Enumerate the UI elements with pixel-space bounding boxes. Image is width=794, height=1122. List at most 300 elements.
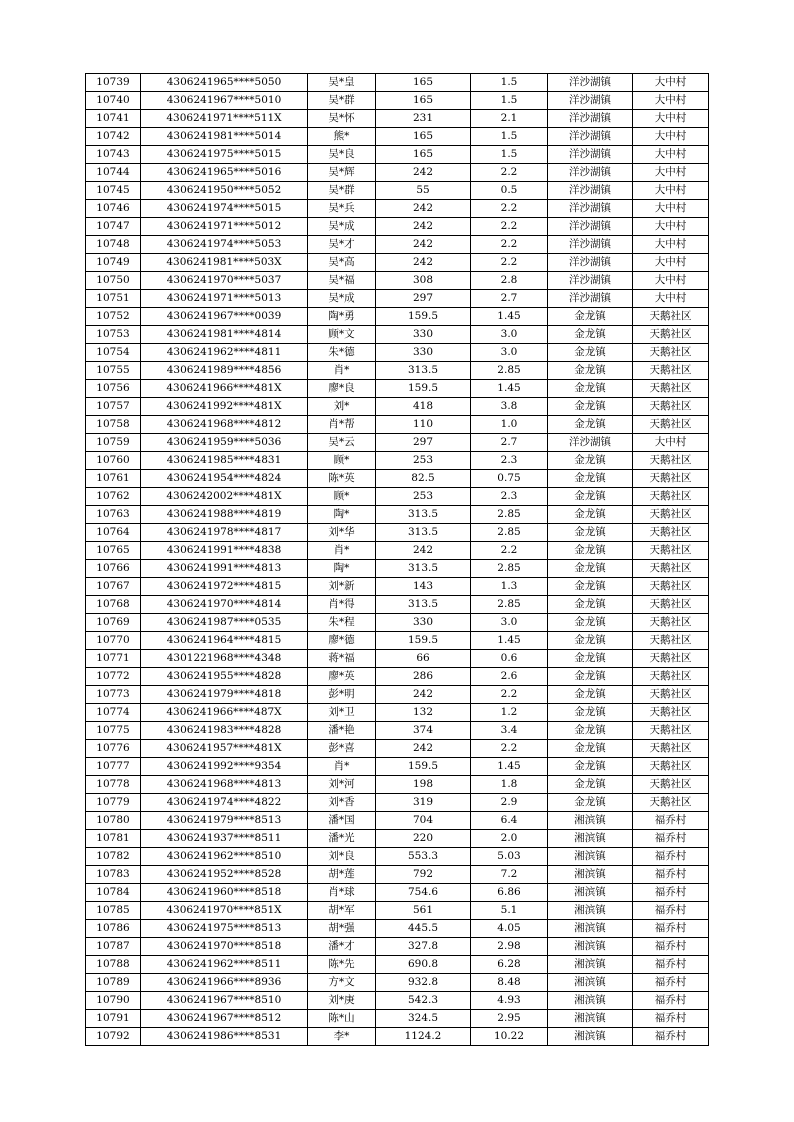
table-cell-amount: 319 [376,794,471,812]
table-cell-name: 吴*成 [308,218,376,236]
table-cell-amount: 542.3 [376,992,471,1010]
table-cell-area: 2.85 [471,560,548,578]
table-cell-village: 福乔村 [633,974,709,992]
table-cell-area: 3.0 [471,326,548,344]
table-row [86,596,709,614]
table-cell-amount: 754.6 [376,884,471,902]
table-cell-amount: 159.5 [376,380,471,398]
table-cell-area: 2.0 [471,830,548,848]
table-cell-area: 2.85 [471,596,548,614]
table-cell-id_number: 4306241972****4815 [141,578,308,596]
table-cell-id_number: 4306241981****5014 [141,128,308,146]
table-cell-area: 2.2 [471,686,548,704]
table-cell-amount: 313.5 [376,506,471,524]
table-row [86,362,709,380]
table-cell-amount: 165 [376,128,471,146]
table-row [86,74,709,92]
table-row [86,704,709,722]
table-cell-town: 金龙镇 [548,542,633,560]
table-row [86,254,709,272]
table-cell-town: 洋沙湖镇 [548,74,633,92]
table-cell-village: 天鹅社区 [633,704,709,722]
table-cell-amount: 165 [376,74,471,92]
table-row [86,488,709,506]
table-cell-serial: 10773 [86,686,141,704]
table-cell-amount: 286 [376,668,471,686]
table-cell-area: 0.75 [471,470,548,488]
table-cell-name: 陈*英 [308,470,376,488]
table-cell-id_number: 4306241965****5050 [141,74,308,92]
table-cell-town: 湘滨镇 [548,812,633,830]
table-cell-area: 4.93 [471,992,548,1010]
table-cell-name: 彭*喜 [308,740,376,758]
table-cell-id_number: 4306241988****4819 [141,506,308,524]
table-cell-area: 2.9 [471,794,548,812]
table-cell-town: 洋沙湖镇 [548,254,633,272]
table-row [86,434,709,452]
table-cell-name: 顾* [308,488,376,506]
table-cell-town: 金龙镇 [548,632,633,650]
table-cell-id_number: 4306241974****4822 [141,794,308,812]
table-cell-village: 大中村 [633,146,709,164]
table-cell-serial: 10767 [86,578,141,596]
table-cell-village: 天鹅社区 [633,488,709,506]
table-cell-town: 湘滨镇 [548,920,633,938]
table-cell-town: 金龙镇 [548,362,633,380]
table-cell-id_number: 4306241975****8513 [141,920,308,938]
table-cell-serial: 10764 [86,524,141,542]
table-row [86,920,709,938]
table-cell-id_number: 4306241966****481X [141,380,308,398]
data-table [85,73,709,1046]
table-cell-serial: 10760 [86,452,141,470]
table-cell-serial: 10769 [86,614,141,632]
table-cell-serial: 10759 [86,434,141,452]
table-row [86,416,709,434]
table-cell-id_number: 4306241968****4812 [141,416,308,434]
table-cell-serial: 10771 [86,650,141,668]
table-cell-village: 天鹅社区 [633,740,709,758]
table-cell-village: 福乔村 [633,938,709,956]
table-cell-amount: 932.8 [376,974,471,992]
table-cell-area: 3.0 [471,614,548,632]
table-cell-id_number: 4306241950****5052 [141,182,308,200]
table-cell-village: 大中村 [633,110,709,128]
table-cell-name: 陶*勇 [308,308,376,326]
table-cell-town: 湘滨镇 [548,1028,633,1046]
table-cell-id_number: 4306241968****4813 [141,776,308,794]
table-cell-area: 2.95 [471,1010,548,1028]
table-cell-area: 6.4 [471,812,548,830]
table-cell-town: 金龙镇 [548,452,633,470]
table-cell-village: 天鹅社区 [633,452,709,470]
table-cell-id_number: 4306241959****5036 [141,434,308,452]
table-cell-serial: 10775 [86,722,141,740]
table-row [86,794,709,812]
table-cell-area: 2.7 [471,434,548,452]
table-row [86,398,709,416]
table-cell-amount: 313.5 [376,362,471,380]
table-row [86,200,709,218]
table-cell-amount: 242 [376,686,471,704]
table-cell-name: 吴*群 [308,182,376,200]
table-row [86,182,709,200]
table-cell-town: 洋沙湖镇 [548,434,633,452]
table-cell-id_number: 4306241981****4814 [141,326,308,344]
table-cell-serial: 10776 [86,740,141,758]
table-cell-town: 湘滨镇 [548,1010,633,1028]
table-cell-name: 肖* [308,362,376,380]
table-cell-area: 3.0 [471,344,548,362]
table-cell-serial: 10753 [86,326,141,344]
table-cell-amount: 324.5 [376,1010,471,1028]
table-cell-area: 6.28 [471,956,548,974]
table-cell-name: 吴*良 [308,146,376,164]
table-cell-serial: 10747 [86,218,141,236]
table-row [86,146,709,164]
table-cell-area: 2.85 [471,362,548,380]
table-cell-town: 洋沙湖镇 [548,110,633,128]
table-cell-serial: 10745 [86,182,141,200]
table-cell-name: 陈*先 [308,956,376,974]
table-cell-area: 0.5 [471,182,548,200]
table-cell-amount: 313.5 [376,524,471,542]
table-cell-amount: 198 [376,776,471,794]
table-cell-id_number: 4306241967****5010 [141,92,308,110]
table-cell-village: 天鹅社区 [633,380,709,398]
table-cell-town: 湘滨镇 [548,902,633,920]
table-row [86,956,709,974]
table-cell-town: 湘滨镇 [548,884,633,902]
table-cell-name: 吴*怀 [308,110,376,128]
table-cell-village: 大中村 [633,218,709,236]
table-cell-area: 2.3 [471,452,548,470]
table-cell-serial: 10766 [86,560,141,578]
table-cell-amount: 330 [376,344,471,362]
table-row [86,110,709,128]
table-row [86,578,709,596]
table-cell-amount: 242 [376,236,471,254]
table-row [86,218,709,236]
table-cell-amount: 330 [376,614,471,632]
table-cell-id_number: 4306241991****4838 [141,542,308,560]
table-cell-town: 湘滨镇 [548,866,633,884]
table-cell-serial: 10754 [86,344,141,362]
table-cell-id_number: 4306241971****5012 [141,218,308,236]
table-row [86,524,709,542]
table-row [86,1028,709,1046]
table-cell-area: 5.1 [471,902,548,920]
table-cell-id_number: 4306241981****503X [141,254,308,272]
table-cell-village: 福乔村 [633,830,709,848]
table-cell-town: 洋沙湖镇 [548,236,633,254]
table-cell-id_number: 4306241992****9354 [141,758,308,776]
table-row [86,272,709,290]
table-cell-amount: 242 [376,164,471,182]
table-cell-id_number: 4306241989****4856 [141,362,308,380]
table-cell-village: 大中村 [633,290,709,308]
table-cell-area: 2.2 [471,542,548,560]
table-cell-village: 大中村 [633,200,709,218]
table-cell-id_number: 4306241986****8531 [141,1028,308,1046]
table-cell-town: 金龙镇 [548,344,633,362]
table-cell-serial: 10770 [86,632,141,650]
table-cell-name: 潘*光 [308,830,376,848]
table-cell-name: 顾*文 [308,326,376,344]
table-cell-name: 吴*兵 [308,200,376,218]
table-cell-area: 2.2 [471,164,548,182]
table-cell-area: 0.6 [471,650,548,668]
table-row [86,1010,709,1028]
table-cell-town: 金龙镇 [548,470,633,488]
table-cell-name: 刘*良 [308,848,376,866]
table-cell-village: 大中村 [633,128,709,146]
table-cell-area: 1.45 [471,308,548,326]
table-cell-village: 天鹅社区 [633,776,709,794]
table-cell-town: 金龙镇 [548,506,633,524]
table-cell-amount: 313.5 [376,596,471,614]
table-cell-area: 2.85 [471,506,548,524]
table-cell-amount: 418 [376,398,471,416]
table-cell-village: 大中村 [633,182,709,200]
table-row [86,452,709,470]
table-cell-serial: 10792 [86,1028,141,1046]
table-cell-name: 刘*新 [308,578,376,596]
table-cell-town: 金龙镇 [548,326,633,344]
table-cell-name: 胡*莲 [308,866,376,884]
table-cell-village: 福乔村 [633,812,709,830]
table-cell-serial: 10786 [86,920,141,938]
table-cell-village: 天鹅社区 [633,560,709,578]
table-cell-town: 金龙镇 [548,488,633,506]
table-cell-id_number: 4306241971****511X [141,110,308,128]
table-cell-name: 胡*军 [308,902,376,920]
table-cell-name: 陶* [308,560,376,578]
table-cell-id_number: 4306241955****4828 [141,668,308,686]
table-row [86,506,709,524]
table-cell-town: 金龙镇 [548,380,633,398]
table-cell-serial: 10780 [86,812,141,830]
table-cell-town: 金龙镇 [548,704,633,722]
table-cell-town: 金龙镇 [548,686,633,704]
table-cell-name: 陈*山 [308,1010,376,1028]
table-cell-town: 洋沙湖镇 [548,146,633,164]
table-cell-area: 1.45 [471,380,548,398]
table-cell-area: 2.2 [471,236,548,254]
table-cell-serial: 10749 [86,254,141,272]
table-cell-amount: 690.8 [376,956,471,974]
table-cell-area: 10.22 [471,1028,548,1046]
table-cell-id_number: 4306241970****4814 [141,596,308,614]
table-cell-village: 福乔村 [633,956,709,974]
table-cell-town: 湘滨镇 [548,938,633,956]
table-cell-serial: 10781 [86,830,141,848]
table-cell-village: 大中村 [633,254,709,272]
table-cell-amount: 110 [376,416,471,434]
table-cell-serial: 10782 [86,848,141,866]
table-cell-village: 福乔村 [633,1028,709,1046]
table-cell-town: 金龙镇 [548,740,633,758]
table-cell-village: 天鹅社区 [633,326,709,344]
table-cell-town: 金龙镇 [548,794,633,812]
table-cell-village: 大中村 [633,434,709,452]
table-cell-area: 6.86 [471,884,548,902]
table-cell-id_number: 4306241983****4828 [141,722,308,740]
table-cell-amount: 374 [376,722,471,740]
table-cell-town: 金龙镇 [548,578,633,596]
table-cell-serial: 10742 [86,128,141,146]
table-cell-serial: 10743 [86,146,141,164]
table-row [86,308,709,326]
table-cell-name: 潘*才 [308,938,376,956]
table-cell-village: 福乔村 [633,992,709,1010]
table-cell-area: 1.0 [471,416,548,434]
table-row [86,290,709,308]
table-cell-town: 湘滨镇 [548,848,633,866]
table-cell-id_number: 4306241979****8513 [141,812,308,830]
table-row [86,236,709,254]
table-row [86,92,709,110]
table-cell-area: 2.2 [471,200,548,218]
table-cell-serial: 10750 [86,272,141,290]
table-row [86,848,709,866]
table-cell-area: 1.5 [471,92,548,110]
table-cell-area: 4.05 [471,920,548,938]
table-cell-amount: 242 [376,200,471,218]
table-cell-town: 金龙镇 [548,398,633,416]
table-cell-amount: 330 [376,326,471,344]
table-cell-id_number: 4306241970****8518 [141,938,308,956]
table-cell-serial: 10752 [86,308,141,326]
table-cell-amount: 308 [376,272,471,290]
table-cell-serial: 10774 [86,704,141,722]
table-row [86,668,709,686]
table-row [86,992,709,1010]
table-cell-name: 熊* [308,128,376,146]
table-row [86,830,709,848]
table-cell-name: 廖*英 [308,668,376,686]
table-cell-name: 彭*明 [308,686,376,704]
table-row [86,128,709,146]
table-cell-village: 大中村 [633,236,709,254]
table-cell-name: 吴*云 [308,434,376,452]
table-cell-name: 廖*良 [308,380,376,398]
table-row [86,380,709,398]
table-cell-amount: 159.5 [376,758,471,776]
table-cell-area: 2.2 [471,218,548,236]
table-cell-village: 福乔村 [633,920,709,938]
table-cell-id_number: 4306241978****4817 [141,524,308,542]
table-cell-amount: 220 [376,830,471,848]
table-cell-serial: 10763 [86,506,141,524]
table-cell-id_number: 4306241979****4818 [141,686,308,704]
table-cell-id_number: 4306241970****851X [141,902,308,920]
table-row [86,884,709,902]
table-cell-amount: 66 [376,650,471,668]
table-cell-id_number: 4306241974****5015 [141,200,308,218]
table-cell-id_number: 4306242002****481X [141,488,308,506]
table-cell-name: 胡*强 [308,920,376,938]
table-cell-serial: 10787 [86,938,141,956]
table-cell-id_number: 4306241971****5013 [141,290,308,308]
table-row [86,614,709,632]
table-cell-id_number: 4306241970****5037 [141,272,308,290]
table-cell-area: 1.5 [471,128,548,146]
table-cell-village: 天鹅社区 [633,614,709,632]
table-cell-area: 1.2 [471,704,548,722]
table-cell-id_number: 4306241987****0535 [141,614,308,632]
table-cell-village: 天鹅社区 [633,596,709,614]
table-cell-village: 福乔村 [633,866,709,884]
table-cell-village: 福乔村 [633,884,709,902]
table-cell-village: 天鹅社区 [633,362,709,380]
table-cell-serial: 10757 [86,398,141,416]
table-cell-town: 湘滨镇 [548,956,633,974]
table-cell-id_number: 4306241985****4831 [141,452,308,470]
table-cell-area: 2.85 [471,524,548,542]
table-cell-town: 洋沙湖镇 [548,200,633,218]
table-cell-serial: 10778 [86,776,141,794]
table-cell-serial: 10783 [86,866,141,884]
table-cell-serial: 10740 [86,92,141,110]
table-row [86,164,709,182]
table-cell-village: 天鹅社区 [633,632,709,650]
table-cell-town: 金龙镇 [548,614,633,632]
table-row [86,812,709,830]
table-row [86,938,709,956]
table-cell-name: 肖*球 [308,884,376,902]
table-cell-name: 吴*皇 [308,74,376,92]
table-cell-village: 大中村 [633,74,709,92]
table-cell-town: 金龙镇 [548,596,633,614]
table-cell-serial: 10739 [86,74,141,92]
table-cell-id_number: 4306241962****8510 [141,848,308,866]
table-cell-amount: 242 [376,218,471,236]
table-cell-id_number: 4306241957****481X [141,740,308,758]
table-cell-area: 1.8 [471,776,548,794]
table-cell-town: 金龙镇 [548,524,633,542]
table-cell-area: 7.2 [471,866,548,884]
table-cell-town: 洋沙湖镇 [548,92,633,110]
table-cell-area: 5.03 [471,848,548,866]
table-cell-town: 金龙镇 [548,722,633,740]
table-cell-village: 福乔村 [633,902,709,920]
table-cell-name: 肖* [308,758,376,776]
table-cell-amount: 253 [376,488,471,506]
table-cell-village: 天鹅社区 [633,506,709,524]
table-cell-town: 金龙镇 [548,308,633,326]
table-cell-id_number: 4306241967****0039 [141,308,308,326]
table-row [86,326,709,344]
table-cell-village: 福乔村 [633,848,709,866]
table-cell-id_number: 4306241974****5053 [141,236,308,254]
table-row [86,740,709,758]
table-cell-amount: 297 [376,290,471,308]
table-cell-village: 天鹅社区 [633,308,709,326]
table-cell-name: 潘*国 [308,812,376,830]
table-cell-area: 3.4 [471,722,548,740]
table-cell-area: 2.2 [471,254,548,272]
table-cell-name: 吴*成 [308,290,376,308]
table-cell-area: 2.7 [471,290,548,308]
table-cell-town: 金龙镇 [548,776,633,794]
table-cell-amount: 242 [376,254,471,272]
table-cell-area: 2.8 [471,272,548,290]
table-row [86,866,709,884]
table-cell-town: 湘滨镇 [548,992,633,1010]
table-cell-village: 天鹅社区 [633,578,709,596]
table-cell-id_number: 4306241975****5015 [141,146,308,164]
